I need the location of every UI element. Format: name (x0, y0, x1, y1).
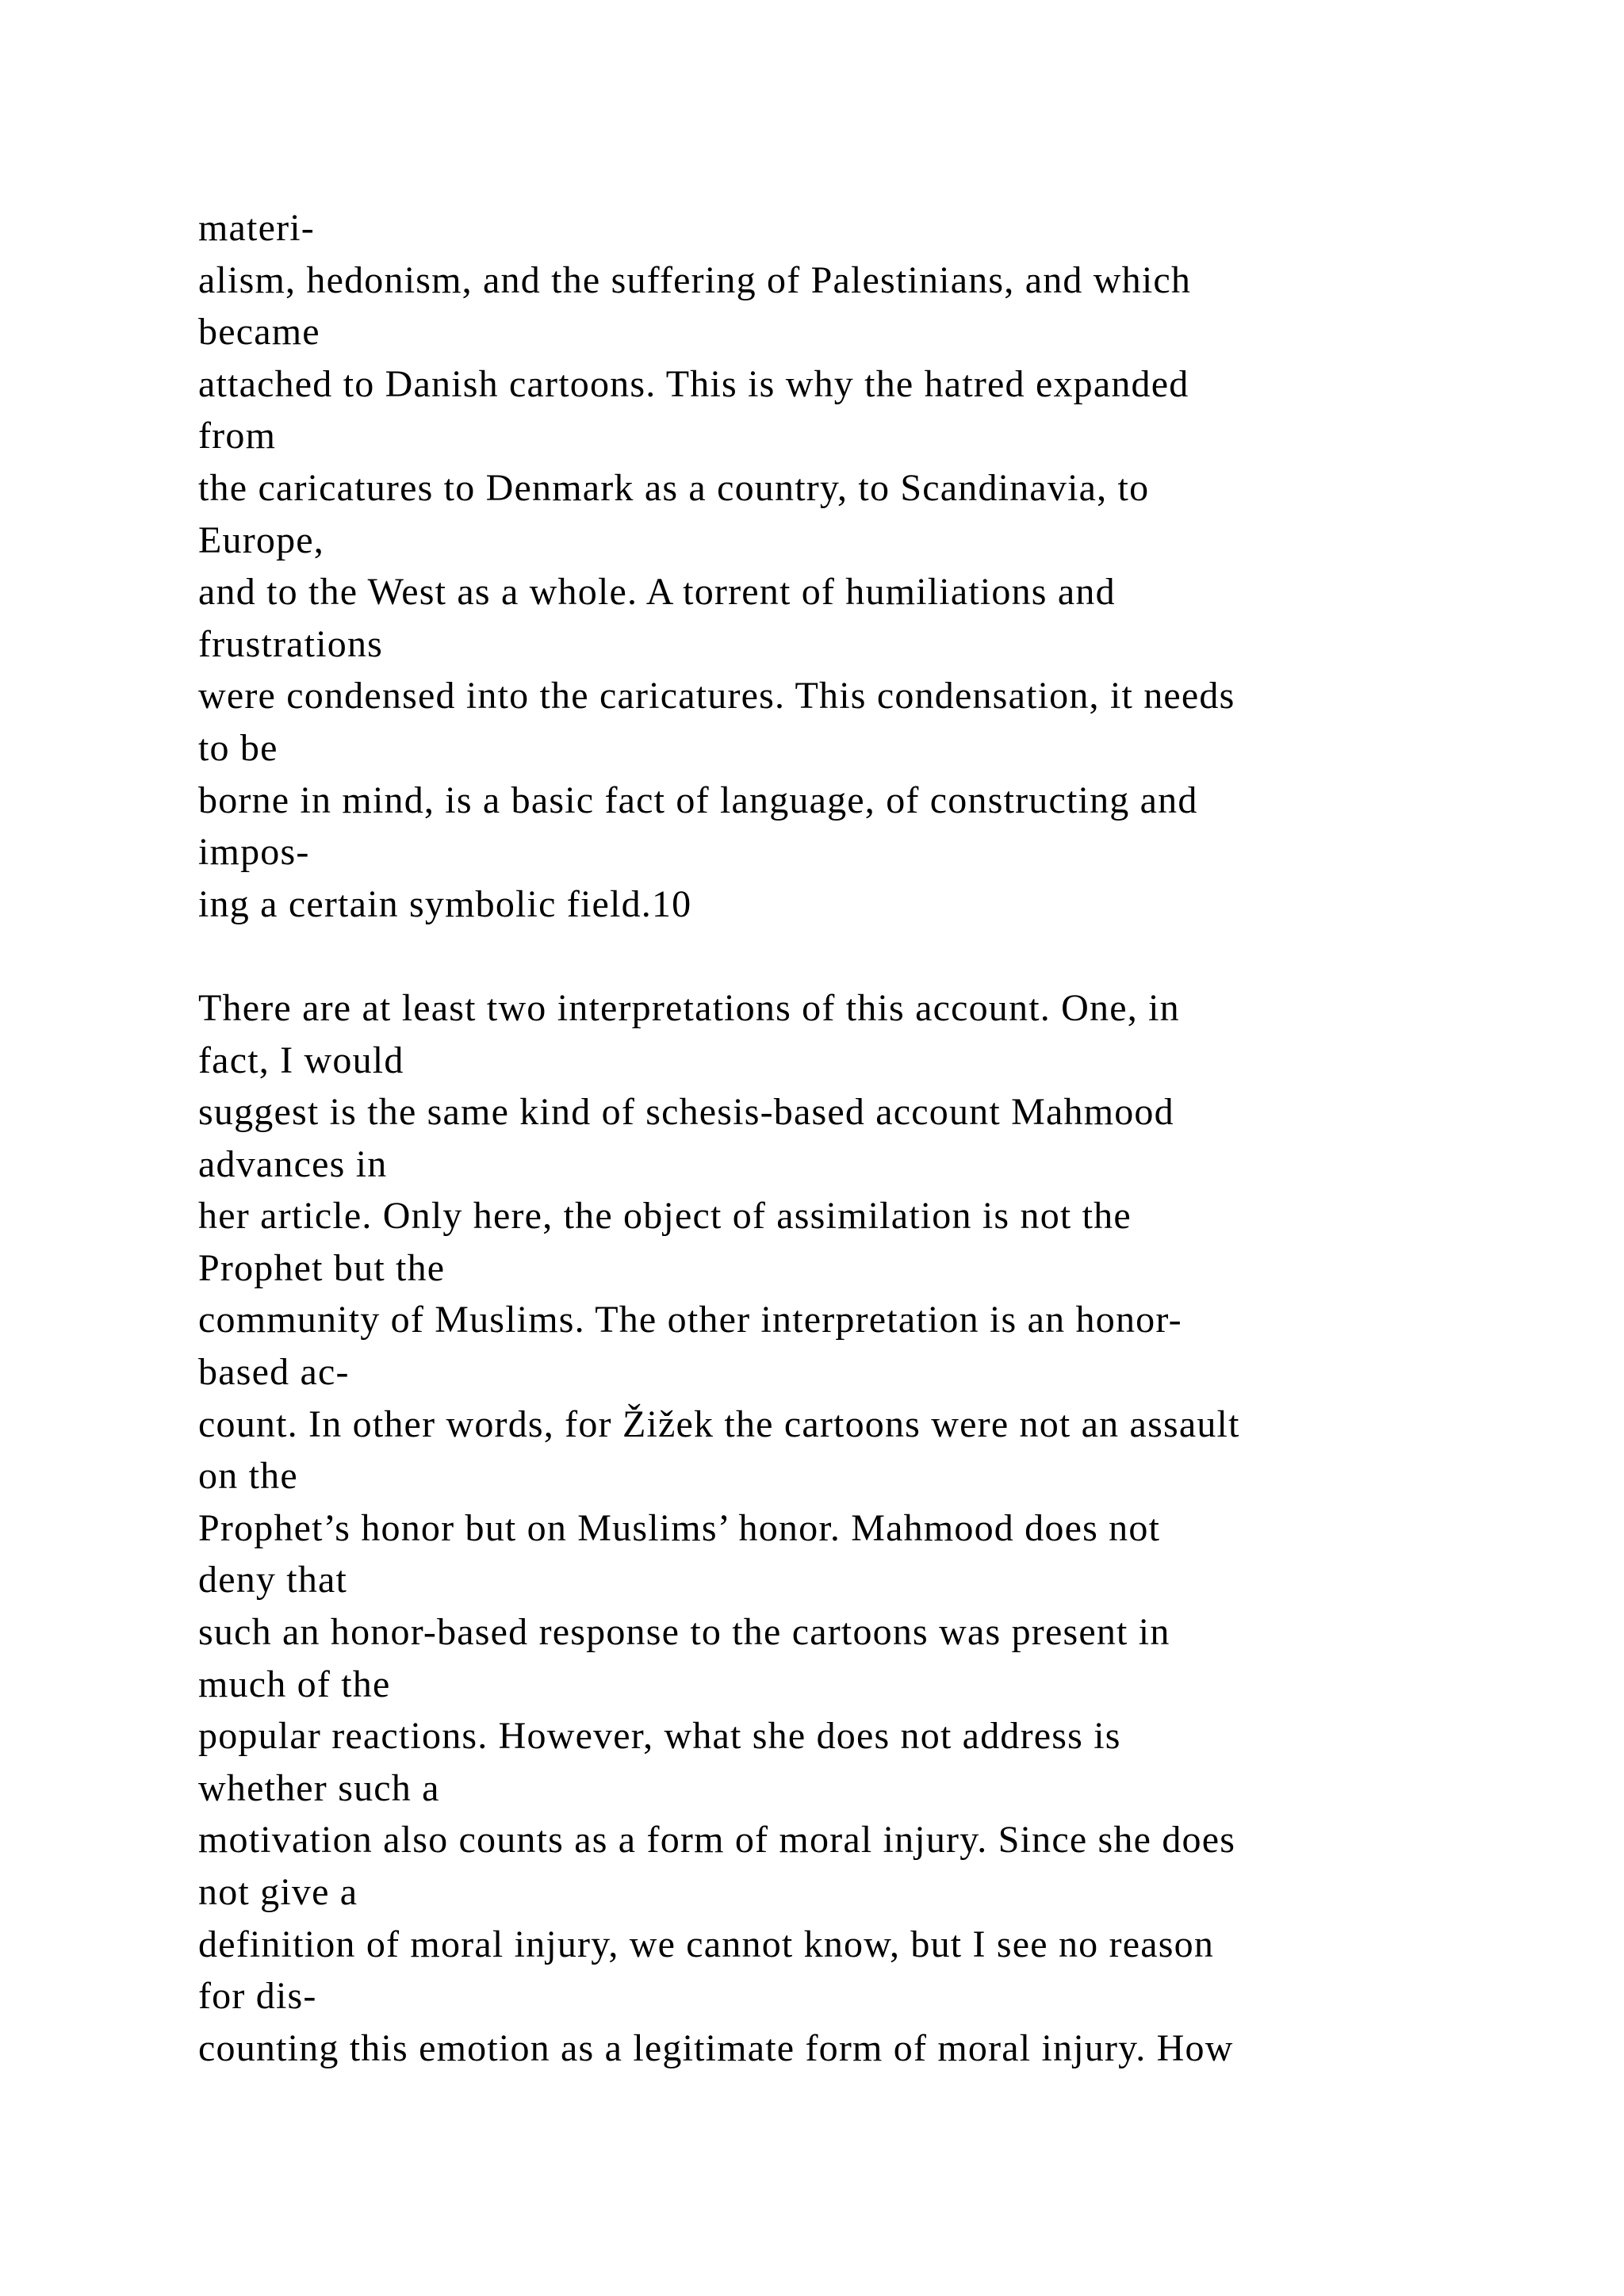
text-line: frustrations (198, 622, 384, 665)
text-line: advances in (198, 1142, 388, 1185)
paragraph (198, 982, 1483, 2074)
text-line: not give a (198, 1871, 358, 1913)
text-line: such an honor-based response to the cartoons was present in (198, 1611, 1170, 1654)
text-line: based ac- (198, 1351, 350, 1394)
text-body (198, 202, 1483, 2074)
text-line: much of the (198, 1663, 391, 1705)
text-line: alism, hedonism, and the suffering of Palestinians, and which (198, 258, 1192, 301)
text-line: impos- (198, 831, 310, 874)
text-line: and to the West as a whole. A torrent of humiliations and (198, 571, 1116, 614)
text-line: whether such a (198, 1766, 440, 1809)
text-line: on the (198, 1455, 298, 1498)
text-line: were condensed into the caricatures. This condensation, it needs (198, 675, 1235, 718)
text-line: counting this emotion as a legitimate form of moral injury. How (198, 2026, 1234, 2069)
text-line: Prophet but the (198, 1246, 446, 1289)
text-line: materi- (198, 207, 315, 249)
text-line: Europe, (198, 519, 325, 561)
text-line: suggest is the same kind of schesis-based account Mahmood (198, 1091, 1174, 1134)
paragraph-break (198, 930, 1483, 982)
paragraph (198, 202, 1483, 930)
text-line: the caricatures to Denmark as a country, to Scandinavia, to (198, 466, 1150, 509)
text-line: for dis- (198, 1975, 317, 2018)
text-line: deny that (198, 1559, 348, 1601)
text-line: her article. Only here, the object of assimilation is not the (198, 1195, 1132, 1238)
text-line: from (198, 415, 277, 457)
text-line: Prophet’s honor but on Muslims’ honor. Mahmood does not (198, 1506, 1161, 1549)
text-line: to be (198, 726, 278, 769)
text-line: motivation also counts as a form of moral injury. Since she does (198, 1819, 1236, 1862)
text-line: fact, I would (198, 1039, 404, 1081)
text-line: attached to Danish cartoons. This is why the hatred expanded (198, 362, 1189, 405)
text-line: ing a certain symbolic field.10 (198, 882, 692, 925)
text-line: popular reactions. However, what she does not address is (198, 1715, 1121, 1758)
text-line: definition of moral injury, we cannot know, but I see no reason (198, 1923, 1215, 1965)
text-line: community of Muslims. The other interpretation is an honor- (198, 1299, 1182, 1341)
text-line: count. In other words, for Žižek the cartoons were not an assault (198, 1402, 1240, 1445)
text-line: became (198, 311, 320, 354)
text-line: borne in mind, is a basic fact of language, of constructing and (198, 779, 1198, 821)
text-line: There are at least two interpretations of this account. One, in (198, 986, 1180, 1029)
